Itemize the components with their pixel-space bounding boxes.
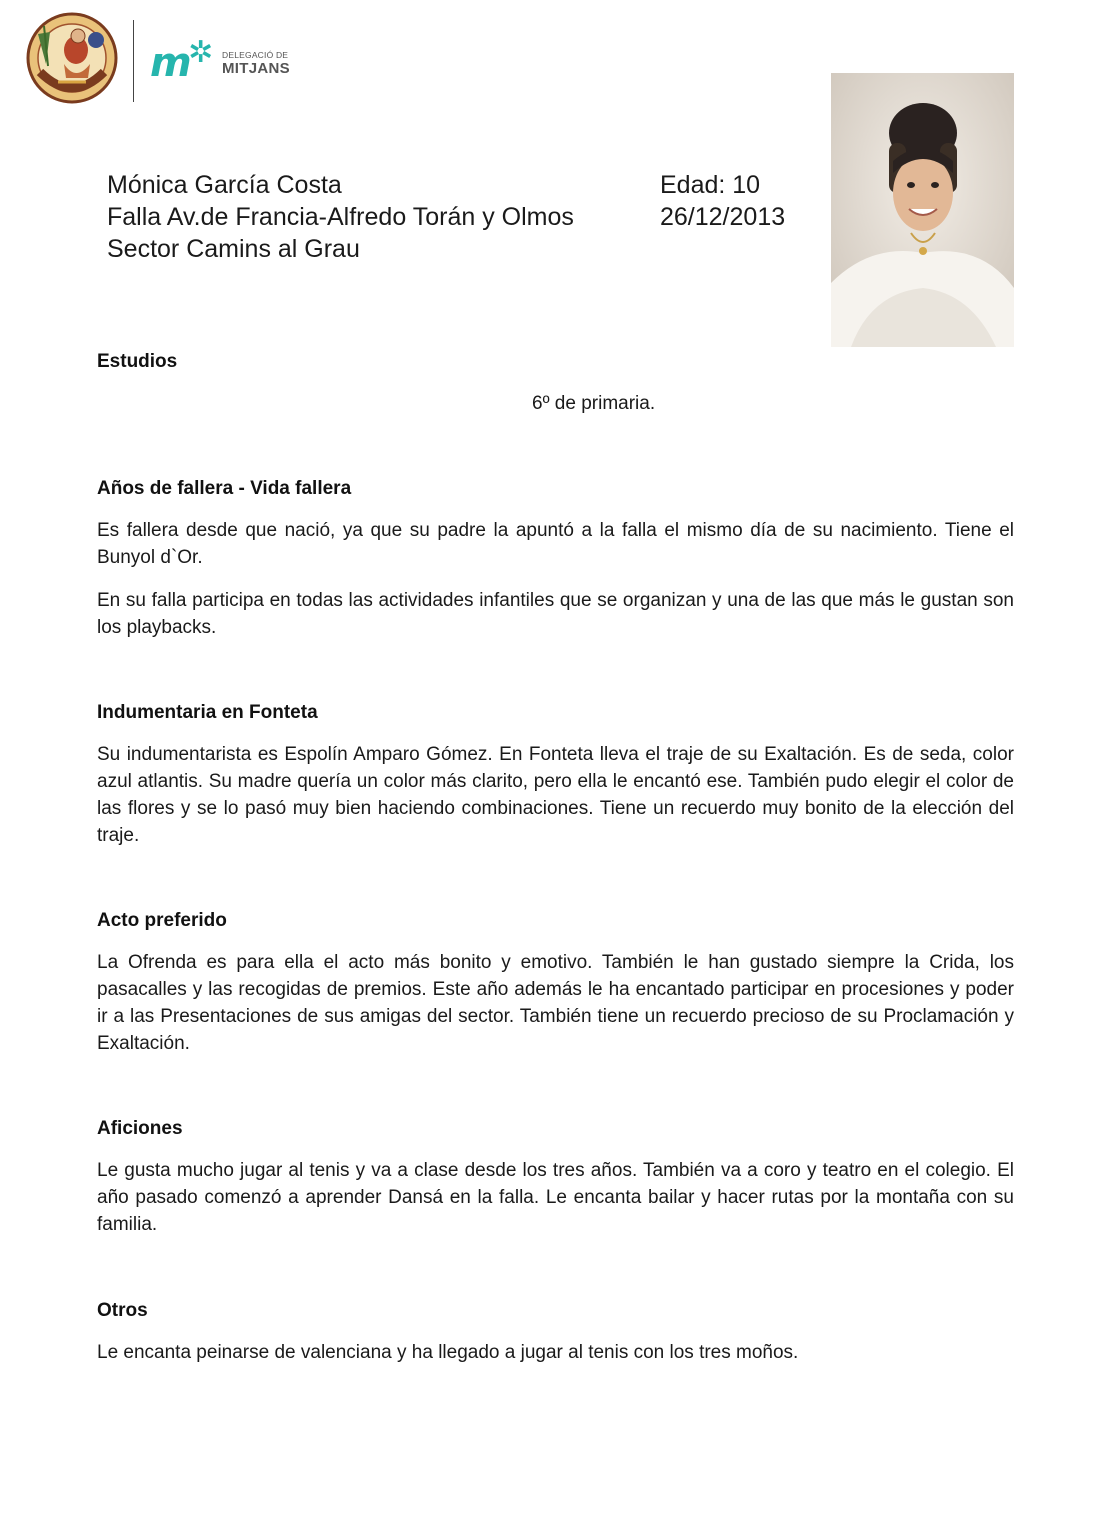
birthdate: 26/12/2013 [660,203,786,231]
delegacio-mitjans-logo [150,36,290,88]
star-icon: ✲ [188,36,214,69]
indumentaria-paragraph: Su indumentarista es Espolín Amparo Gómez. En Fonteta lleva el traje de su Exaltación. Es de seda, color azul atlantis. Su madre quería un color más clarito, pero ella le encantó ese. También pudo elegir el color de las flores y se lo pasó muy bien haciendo combinaciones. Tiene un recuerdo muy bonito de la elección del traje. [97,744,1014,846]
logo-line-1: DELEGACIÓ DE [222,50,289,60]
section-title-estudios: Estudios [97,351,178,372]
person-name: Mónica García Costa [107,171,342,199]
vida-fallera-paragraph-2: En su falla participa en todas las actividades infantiles que se organizan y una de las que más le gustan son los playbacks. [97,590,1014,638]
otros-paragraph: Le encanta peinarse de valenciana y ha llegado a jugar al tenis con los tres moños. [97,1342,799,1363]
header-right [660,169,785,233]
logo-line-2: MITJANS [222,60,290,77]
section-title-aficiones: Aficiones [97,1118,183,1139]
section-title-vida-fallera: Años de fallera - Vida fallera [97,478,352,499]
section-title-otros: Otros [97,1300,148,1321]
acto-preferido-paragraph: La Ofrenda es para ella el acto más bonito y emotivo. También le han gustado siempre la Crida, los pasacalles y las recogidas de premios. Este año además le ha encantado participar en procesiones y poder ir a las Presentaciones de sus amigas del sector. También tiene un recuerdo precioso de su Proclamación y Exaltación. [97,952,1014,1054]
section-title-indumentaria: Indumentaria en Fonteta [97,702,318,723]
estudios-text: 6º de primaria. [532,393,656,414]
section-title-acto-preferido: Acto preferido [97,910,227,931]
sector-name: Sector Camins al Grau [107,235,360,263]
portrait-photo-icon [831,73,1014,347]
vida-fallera-paragraph-1: Es fallera desde que nació, ya que su padre la apuntó a la falla el mismo día de su nacimiento. Tiene el Bunyol d`Or. [97,520,1014,568]
aficiones-paragraph: Le gusta mucho jugar al tenis y va a clase desde los tres años. También va a coro y teatro en el colegio. El año pasado comenzó a aprender Dansá en la falla. Le encanta bailar y hacer rutas por la montaña con su familia. [97,1160,1014,1235]
header-left [107,169,574,265]
m-letter-icon: m [150,40,192,86]
falla-name: Falla Av.de Francia-Alfredo Torán y Olmos [107,203,574,231]
junta-central-fallera-seal-icon [26,12,118,104]
age: Edad: 10 [660,171,761,199]
logo-divider [133,20,134,102]
